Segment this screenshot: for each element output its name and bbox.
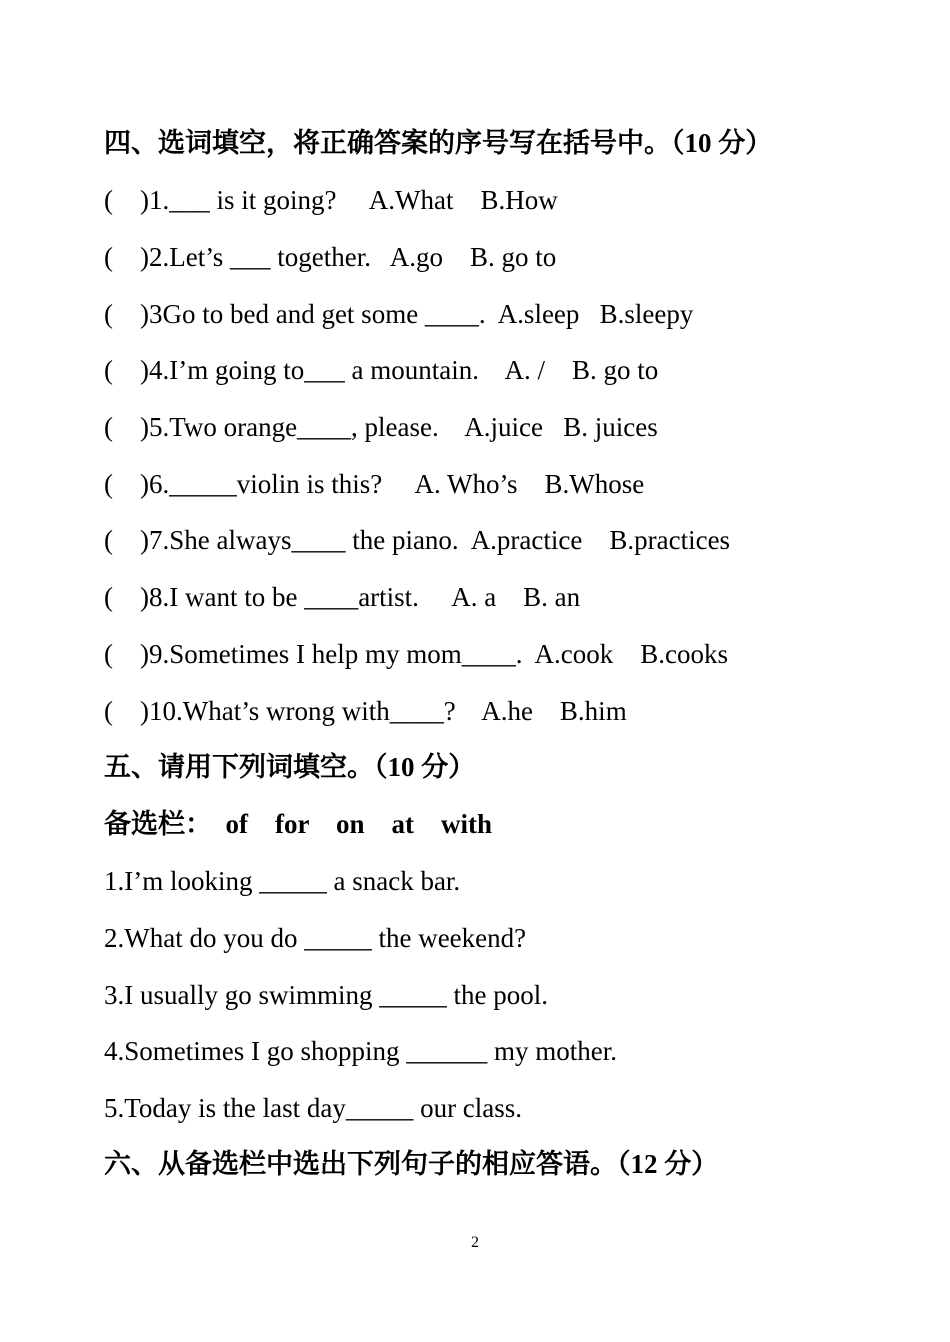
section-4-title: 四、选词填空，将正确答案的序号写在括号中。（10 分） — [104, 128, 773, 158]
section-5-question-5: 5.Today is the last day_____ our class. — [104, 1093, 523, 1123]
section-5-question-3: 3.I usually go swimming _____ the pool. — [104, 980, 548, 1010]
section-5-word-bank: 备选栏： of for on at with — [104, 809, 492, 839]
section-4-question-3: ( )3Go to bed and get some ____. A.sleep B.sleepy — [104, 299, 694, 329]
section-4-question-7: ( )7.She always____ the piano. A.practice B.practices — [104, 525, 731, 555]
section-4-question-9: ( )9.Sometimes I help my mom____. A.cook B.cooks — [104, 639, 728, 669]
section-5-question-2: 2.What do you do _____ the weekend? — [104, 923, 527, 953]
section-5-question-4: 4.Sometimes I go shopping ______ my mother. — [104, 1036, 617, 1066]
section-4-question-10: ( )10.What’s wrong with____? A.he B.him — [104, 696, 627, 726]
section-4-question-8: ( )8.I want to be ____artist. A. a B. an — [104, 582, 581, 612]
page-number: 2 — [471, 1234, 479, 1251]
section-5-title: 五、请用下列词填空。（10 分） — [104, 752, 476, 782]
section-4-question-4: ( )4.I’m going to___ a mountain. A. / B. go to — [104, 355, 659, 385]
section-6-title: 六、从备选栏中选出下列句子的相应答语。（12 分） — [104, 1149, 719, 1179]
section-4-question-1: ( )1.___ is it going? A.What B.How — [104, 185, 558, 215]
section-4-question-5: ( )5.Two orange____, please. A.juice B. juices — [104, 412, 658, 442]
section-4-question-2: ( )2.Let’s ___ together. A.go B. go to — [104, 242, 557, 272]
section-5-question-1: 1.I’m looking _____ a snack bar. — [104, 866, 461, 896]
section-4-question-6: ( )6._____violin is this? A. Who’s B.Whose — [104, 469, 645, 499]
